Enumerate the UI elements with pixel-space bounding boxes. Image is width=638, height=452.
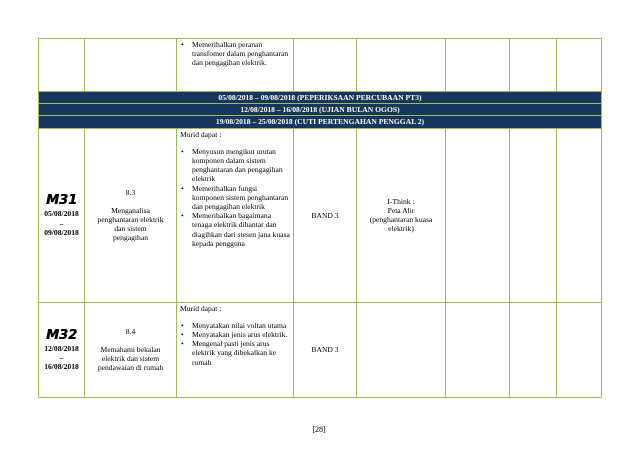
empty-cell — [446, 302, 510, 397]
empty-cell — [510, 128, 557, 302]
band-cell — [294, 39, 357, 92]
page-number: [28] — [312, 425, 326, 434]
objectives-list — [180, 321, 290, 367]
date-end: 09/08/2018 — [44, 227, 79, 237]
list-item: • Mengenal pasti jenis arus elektrik yang dibekalkan ke rumah — [192, 339, 290, 367]
standard-code: 8.3 — [125, 187, 136, 197]
date-start: 12/08/2018 — [44, 343, 79, 353]
separator-text: 05/08/2018 – 09/08/2018 (PEPERIKSAAN PERCUBAAN PT3) — [39, 92, 602, 104]
list-item: • Menyatakan nilai voltan utama — [192, 321, 290, 330]
list-item: • Menyusun mengikut urutan komponen dalam sistem penghantaran dan pengagihan elektrik — [192, 147, 290, 184]
band-cell: BAND 3 — [294, 128, 357, 302]
empty-cell — [446, 128, 510, 302]
objectives-intro: Murid dapat : — [180, 303, 222, 313]
band-cell: BAND 3 — [294, 302, 357, 397]
empty-cell — [557, 302, 602, 397]
week-cell — [39, 128, 85, 302]
empty-cell — [510, 302, 557, 397]
standard-title: Menganalisa penghantaran elektrik dan sistem pengagihan — [97, 205, 164, 243]
week-label: M31 — [45, 193, 78, 209]
list-item: • Menyatakan jenis arus elektrik. — [192, 330, 290, 339]
ithink-map: Peta Alir — [387, 205, 415, 215]
lesson-plan-table — [38, 38, 602, 398]
objectives-cell — [177, 128, 294, 302]
list-item: • Memerihalkan fungsi komponen sistem penghantaran dan pengagihan elektrik — [192, 184, 290, 212]
activity-cell — [357, 39, 446, 92]
separator-text: 12/08/2018 – 16/08/2018 (UJIAN BULAN OGOS) — [39, 104, 602, 116]
standard-cell — [85, 39, 177, 92]
empty-cell — [557, 39, 602, 92]
objectives-cell — [177, 302, 294, 397]
separator-row — [39, 104, 602, 116]
week-cell — [39, 302, 85, 397]
table-row — [39, 39, 602, 92]
list-item: • Memerihalkan bagaimana tenaga elektrik dihantar dan diagihkan dari stesen jana kuasa kepada pengguna — [192, 211, 290, 248]
date-dash: – — [59, 353, 64, 362]
week-cell — [39, 39, 85, 92]
standard-cell — [85, 302, 177, 397]
ithink-title: I-Think : — [387, 196, 415, 206]
list-item: • Memerihalkan peranan transfomer dalam penghantaran dan pengagihan elektrik. — [192, 40, 290, 68]
empty-cell — [510, 39, 557, 92]
date-dash: – — [59, 218, 64, 228]
standard-cell — [85, 128, 177, 302]
separator-row — [39, 92, 602, 104]
objectives-list — [180, 40, 290, 68]
empty-cell — [446, 39, 510, 92]
date-end: 16/08/2018 — [44, 362, 79, 372]
table-row — [39, 128, 602, 302]
objectives-cell — [177, 39, 294, 92]
ithink-desc: (penghantaran kuasa elektrik) — [369, 215, 433, 234]
table-row — [39, 302, 602, 397]
objectives-list — [180, 147, 290, 248]
standard-code: 8.4 — [125, 326, 136, 336]
date-start: 05/08/2018 — [44, 209, 79, 219]
activity-cell — [357, 128, 446, 302]
separator-text: 19/08/2018 – 25/08/2018 (CUTI PERTENGAHAN PENGGAL 2) — [39, 116, 602, 128]
separator-row — [39, 116, 602, 128]
objectives-intro: Murid dapat : — [180, 129, 222, 139]
activity-cell — [357, 302, 446, 397]
week-label: M32 — [45, 327, 78, 343]
standard-title: Memahami bekalan elektrik dan sistem pendawaian di rumah — [97, 344, 164, 373]
empty-cell — [557, 128, 602, 302]
